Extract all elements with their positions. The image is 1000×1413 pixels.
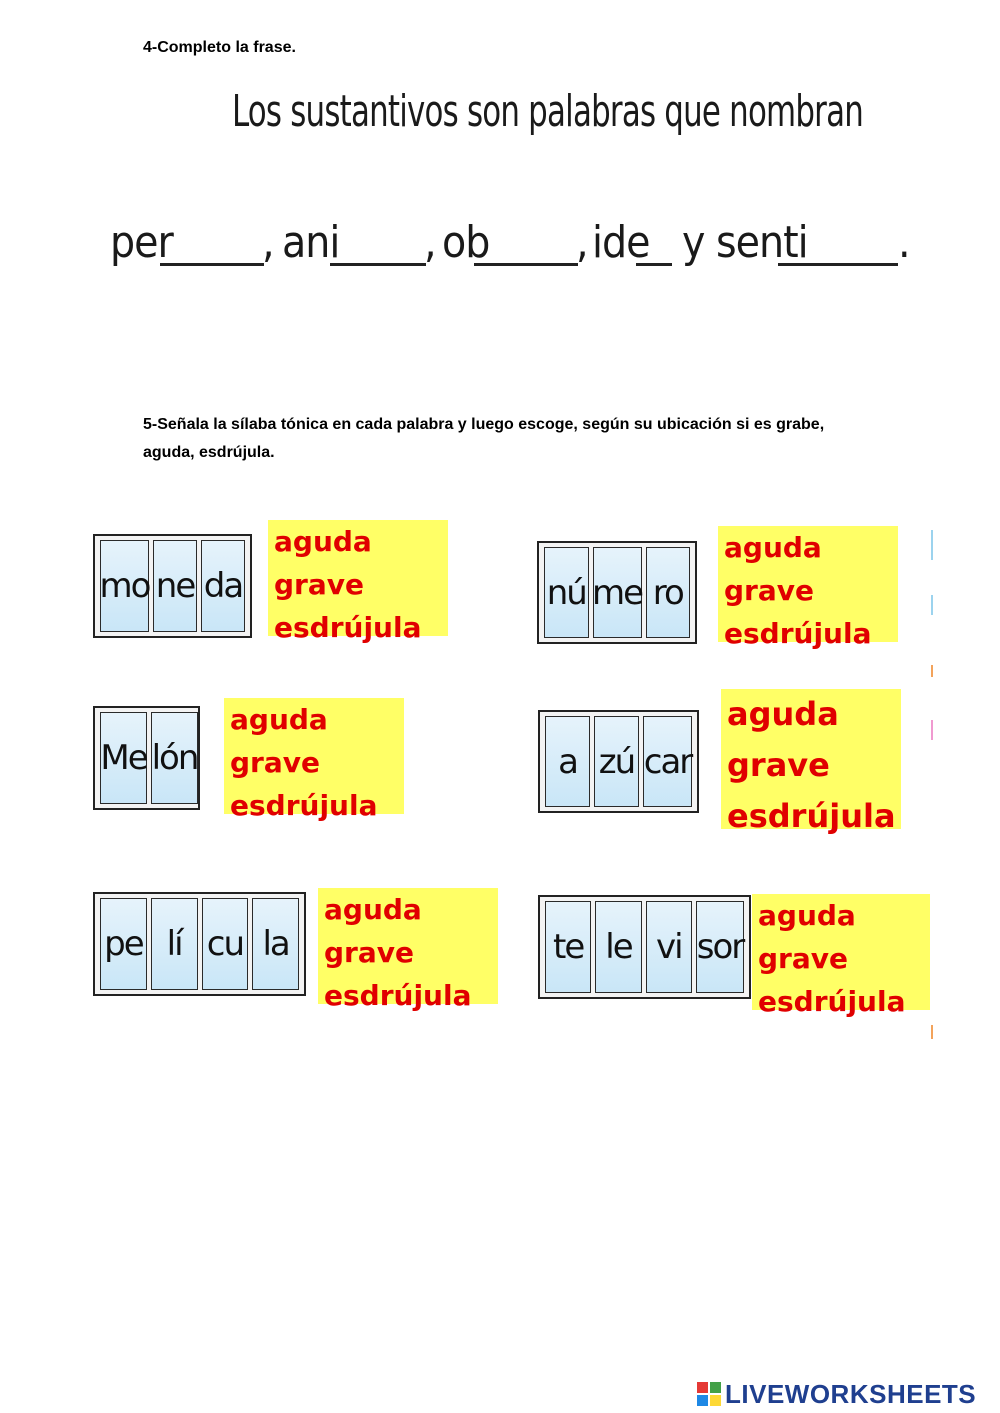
option-grave[interactable]: grave [758, 942, 848, 975]
syllable-box[interactable]: a [545, 716, 590, 807]
word-melon [93, 706, 200, 810]
option-grave[interactable]: grave [324, 936, 414, 969]
option-aguda[interactable]: aguda [274, 525, 372, 558]
option-grave[interactable]: grave [230, 746, 320, 779]
word-fragment-ani: ani [282, 217, 340, 268]
options-televisor [752, 894, 930, 1018]
syllable-box[interactable]: lón [151, 712, 198, 804]
syllable-box[interactable]: car [643, 716, 692, 807]
logo-text: LIVEWORKSHEETS [725, 1378, 977, 1409]
option-esdrujula[interactable]: esdrújula [274, 611, 422, 644]
word-televisor [538, 895, 751, 999]
word-fragment-ide: ide [592, 217, 650, 268]
option-grave[interactable]: grave [727, 746, 830, 784]
options-azucar [721, 689, 901, 835]
logo-square [697, 1395, 708, 1406]
blank-sentimientos[interactable] [778, 263, 898, 266]
word-numero [537, 541, 697, 644]
edge-mark [931, 665, 933, 677]
word-fragment-per: per [110, 217, 173, 268]
option-aguda[interactable]: aguda [324, 893, 422, 926]
sentence-line-2 [110, 190, 910, 280]
word-azucar [538, 710, 699, 813]
syllable-box[interactable]: lí [151, 898, 198, 990]
syllable-box[interactable]: zú [594, 716, 639, 807]
question-4-heading: 4-Completo la frase. [143, 39, 296, 56]
option-esdrujula[interactable]: esdrújula [230, 789, 378, 822]
option-esdrujula[interactable]: esdrújula [758, 985, 906, 1018]
word-moneda [93, 534, 252, 638]
syllable-box[interactable]: cu [202, 898, 249, 990]
word-fragment-ob: ob [442, 217, 490, 268]
option-aguda[interactable]: aguda [724, 531, 822, 564]
option-aguda[interactable]: aguda [758, 899, 856, 932]
options-pelicula [318, 888, 498, 1012]
syllable-box[interactable]: sor [696, 901, 744, 993]
option-grave[interactable]: grave [274, 568, 364, 601]
period: . [898, 217, 910, 268]
option-esdrujula[interactable]: esdrújula [727, 797, 896, 835]
logo-square [710, 1395, 721, 1406]
option-esdrujula[interactable]: esdrújula [324, 979, 472, 1012]
logo-square [697, 1382, 708, 1393]
logo-square [710, 1382, 721, 1393]
syllable-box[interactable]: da [201, 540, 245, 632]
question-5-heading: 5-Señala la sílaba tónica en cada palabra y luego escoge, según su ubicación si es grabe, aguda, esdrújula. [143, 416, 825, 461]
syllable-box[interactable]: le [595, 901, 641, 993]
syllable-box[interactable]: te [545, 901, 591, 993]
syllable-box[interactable]: vi [646, 901, 692, 993]
options-moneda [268, 520, 448, 644]
syllable-box[interactable]: me [593, 547, 642, 638]
comma: , [262, 217, 274, 268]
syllable-box[interactable]: mo [100, 540, 149, 632]
syllable-box[interactable]: nú [544, 547, 589, 638]
edge-mark [931, 720, 933, 740]
liveworksheets-logo [697, 1380, 976, 1408]
comma: , [576, 217, 588, 268]
edge-mark [931, 595, 933, 615]
option-esdrujula[interactable]: esdrújula [724, 617, 872, 650]
word-fragment-senti: y senti [682, 217, 808, 268]
sentence-line-1: Los sustantivos son palabras que nombran [232, 86, 864, 137]
syllable-box[interactable]: la [252, 898, 299, 990]
syllable-box[interactable]: pe [100, 898, 147, 990]
blank-animales[interactable] [330, 263, 426, 266]
blank-ideas[interactable] [636, 263, 672, 266]
blank-personas[interactable] [160, 263, 264, 266]
option-aguda[interactable]: aguda [230, 703, 328, 736]
word-pelicula [93, 892, 306, 996]
option-grave[interactable]: grave [724, 574, 814, 607]
edge-mark [931, 530, 933, 560]
syllable-box[interactable]: ne [153, 540, 197, 632]
options-melon [224, 698, 404, 822]
edge-mark [931, 1025, 933, 1039]
comma: , [424, 217, 436, 268]
syllable-box[interactable]: Me [100, 712, 147, 804]
option-aguda[interactable]: aguda [727, 695, 839, 733]
logo-mark-icon [697, 1382, 721, 1406]
syllable-box[interactable]: ro [646, 547, 691, 638]
blank-objetos[interactable] [474, 263, 578, 266]
options-numero [718, 526, 898, 650]
